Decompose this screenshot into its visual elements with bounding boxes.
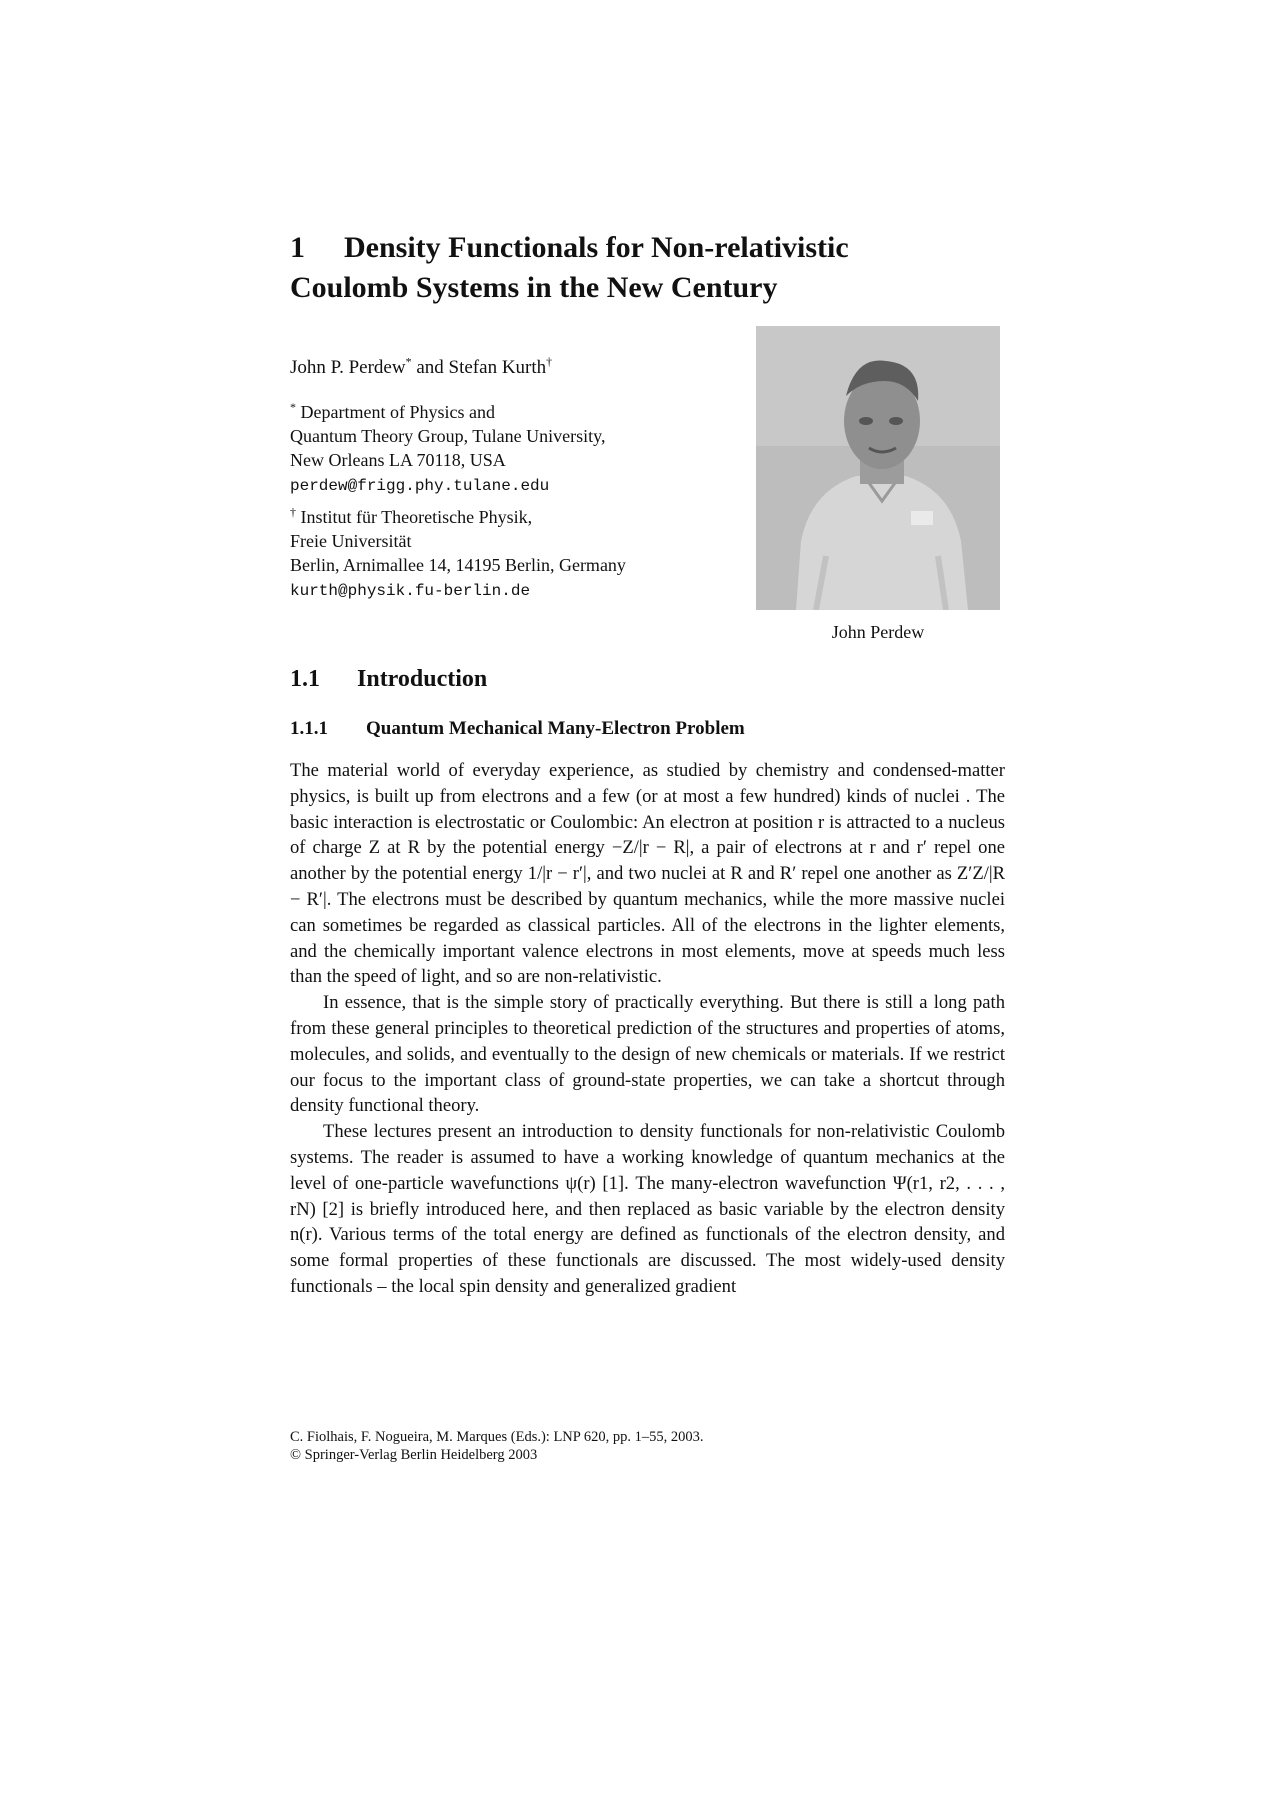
photo-caption: John Perdew <box>831 622 925 642</box>
affiliation-1-line-3: New Orleans LA 70118, USA <box>290 450 506 470</box>
affiliation-2 <box>290 505 710 603</box>
footer-copyright: © Springer-Verlag Berlin Heidelberg 2003 <box>290 1447 538 1463</box>
body-text <box>290 758 1005 1300</box>
footer-citation: C. Fiolhais, F. Nogueira, M. Marques (Eds.): LNP 620, pp. 1–55, 2003. <box>290 1429 704 1445</box>
affiliation-1 <box>290 400 710 498</box>
paragraph-2: In essence, that is the simple story of practically everything. But there is still a long path from these general principles to theoretical prediction of the structures and properties of atoms, molecules, and solids, and eventually to the design of new chemicals or materials. If we restrict our focus to the important class of ground-state properties, we can take a shortcut through density functional theory. <box>290 992 1005 1117</box>
author-line <box>290 356 552 380</box>
author-1-mark: * <box>405 354 412 369</box>
paragraph-1: The material world of everyday experience, as studied by chemistry and condensed-matter physics, is built up from electrons and a few (or at most a few hundred) kinds of nuclei . The basic interaction is electrostatic or Coulombic: An electron at position r is attracted to a nucleus of charge Z at R by the potential energy −Z/|r − R|, a pair of electrons at r and r′ repel one another by the potential energy 1/|r − r′|, and two nuclei at R and R′ repel one another as Z′Z/|R − R′|. The electrons must be described by quantum mechanics, while the more massive nuclei can sometimes be regarded as classical particles. All of the electrons in the lighter elements, and the chemically important valence electrons in most elements, move at speeds much less than the speed of light, and so are non-relativistic. <box>290 760 1005 988</box>
chapter-title-line1: Density Functionals for Non-relativistic <box>344 231 849 264</box>
section-title: Introduction <box>357 666 488 692</box>
subsection-title: Quantum Mechanical Many-Electron Problem <box>366 718 745 739</box>
affiliation-2-mark: † <box>290 505 296 519</box>
chapter-title-line2: Coulomb Systems in the New Century <box>290 271 778 304</box>
author-photo <box>756 326 1000 610</box>
paragraph-3: These lectures present an introduction to density functionals for non-relativistic Coulomb systems. The reader is assumed to have a working knowledge of quantum mechanics at the level of one-particle wavefunctions ψ(r) [1]. The many-electron wavefunction Ψ(r1, r2, . . . , rN) [2] is briefly introduced here, and then replaced as basic variable by the electron density n(r). Various terms of the total energy are defined as functionals of the electron density, and some formal properties of these functionals are discussed. The most widely-used density functionals – the local spin density and generalized gradient <box>290 1121 1005 1297</box>
affiliation-2-line-2: Freie Universität <box>290 531 412 551</box>
affiliation-2-line-1: Institut für Theoretische Physik, <box>300 507 533 527</box>
subsection-heading <box>290 717 745 741</box>
author-photo-illustration <box>756 326 1000 610</box>
subsection-number: 1.1.1 <box>290 718 328 739</box>
affiliation-1-mark: * <box>290 400 296 414</box>
affiliation-2-email[interactable]: kurth@physik.fu-berlin.de <box>290 582 531 600</box>
copyright-footer <box>290 1428 1005 1464</box>
affiliation-1-line-1: Department of Physics and <box>300 402 495 422</box>
chapter-title <box>290 228 1010 308</box>
chapter-number: 1 <box>290 231 305 264</box>
author-1: John P. Perdew <box>290 357 406 378</box>
author-2: Stefan Kurth <box>448 357 547 378</box>
author-conjunction: and <box>411 357 449 378</box>
affiliation-2-line-3: Berlin, Arnimallee 14, 14195 Berlin, Germany <box>290 555 626 575</box>
section-heading <box>290 664 487 694</box>
affiliation-1-line-2: Quantum Theory Group, Tulane University, <box>290 426 606 446</box>
section-number: 1.1 <box>290 666 320 692</box>
affiliation-1-email[interactable]: perdew@frigg.phy.tulane.edu <box>290 477 550 495</box>
author-2-mark: † <box>546 354 553 369</box>
